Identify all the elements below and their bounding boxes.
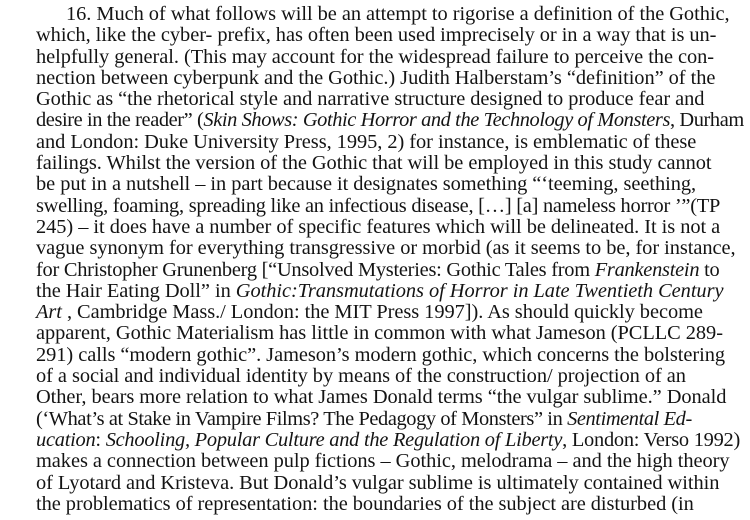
- footnote-text: which, like the cyber- prefix, has often been used imprecisely or in a way that is un-: [36, 24, 717, 47]
- footnote-line: [36, 110, 750, 131]
- footnote-text: for Christopher Grunenberg [“Unsolved Mysteries: Gothic Tales from: [36, 258, 595, 281]
- footnote-text: , Cambridge Mass./ London: the MIT Press 1997]). As should quickly become: [61, 301, 703, 324]
- footnote-text: 291) calls “modern gothic”. Jameson’s modern gothic, which concerns the bolstering: [36, 343, 726, 366]
- footnote-text: (‘What’s at Stake in Vampire Films? The Pedagogy of Monsters” in: [36, 407, 568, 430]
- footnote-line: [36, 217, 750, 238]
- footnote-line: [36, 196, 750, 217]
- footnote-line: [36, 281, 750, 302]
- footnote-text: desire in the reader” (: [36, 109, 204, 132]
- footnote-text: vague synonym for everything transgressive or morbid (as it seems to be, for instance,: [36, 237, 736, 260]
- footnote-line: [36, 302, 750, 323]
- footnote-line: [36, 473, 750, 494]
- footnote-text: the problematics of representation: the boundaries of the subject are disturbed (in: [36, 492, 694, 515]
- footnote-text: , London: Verso 1992): [562, 428, 741, 451]
- footnote-line: [36, 260, 750, 281]
- footnote-line: [36, 387, 750, 408]
- footnote-text: of Lyotard and Kristeva. But Donald’s vulgar sublime is ultimately contained within: [36, 471, 720, 494]
- footnote-line: [36, 4, 750, 25]
- italic-title-text: Gothic:Transmutations of Horror in Late Twentieth Century: [235, 279, 724, 302]
- footnote-line: [36, 238, 750, 259]
- footnote-line: [36, 494, 750, 515]
- footnote-line: [36, 366, 750, 387]
- footnote-line: [36, 430, 750, 451]
- footnote-text: to: [699, 258, 720, 281]
- footnote-text: of a social and individual identity by means of the construction/ projection of an: [36, 365, 686, 388]
- footnote-text: Other, bears more relation to what James Donald terms “the vulgar sublime.” Donald: [36, 386, 727, 409]
- footnote-text: swelling, foaming, spreading like an infectious disease, […] [a] nameless horror ’”(TP: [36, 194, 721, 217]
- footnote-line: [36, 153, 750, 174]
- footnote-text: be put in a nutshell – in part because it designates something “‘teeming, seething,: [36, 173, 697, 196]
- italic-title-text: ucation: [36, 428, 96, 451]
- footnote-text: helpfully general. (This may account for the widespread failure to perceive the con-: [36, 45, 715, 68]
- footnote-line: [36, 68, 750, 89]
- footnote-text: 245) – it does have a number of specific features which will be delineated. It is not a: [36, 215, 721, 238]
- footnote-line: [36, 89, 750, 110]
- italic-title-text: Schooling, Popular Culture and the Regulation of Liberty: [105, 428, 563, 451]
- footnote-text: , Durham: [670, 109, 744, 132]
- footnote-line: [36, 451, 750, 472]
- footnote-text: apparent, Gothic Materialism has little in common with what Jameson (PCLLC 289-: [36, 322, 723, 345]
- footnote-16: [36, 4, 750, 515]
- footnote-text: nection between cyberpunk and the Gothic.) Judith Halberstam’s “definition” of the: [36, 66, 716, 89]
- footnote-line: [36, 345, 750, 366]
- footnote-text: :: [95, 428, 106, 451]
- footnote-text: the Hair Eating Doll” in: [36, 279, 236, 302]
- italic-title-text: Art: [36, 301, 62, 324]
- footnote-text: Gothic as “the rhetorical style and narrative structure designed to produce fear and: [36, 88, 705, 111]
- footnote-text: and London: Duke University Press, 1995, 2) for instance, is emblematic of these: [36, 130, 697, 153]
- italic-title-text: Sentimental Ed-: [567, 407, 692, 430]
- footnote-line: [36, 25, 750, 46]
- footnote-line: [36, 132, 750, 153]
- footnote-line: [36, 409, 750, 430]
- italic-title-text: Frankenstein: [594, 258, 700, 281]
- footnote-line: [36, 47, 750, 68]
- footnote-line: [36, 323, 750, 344]
- footnote-text: 16. Much of what follows will be an attempt to rigorise a definition of the Gothic,: [66, 3, 730, 25]
- footnote-text: makes a connection between pulp fictions – Gothic, melodrama – and the high theory: [36, 450, 730, 473]
- italic-title-text: Skin Shows: Gothic Horror and the Technology of Monsters: [203, 109, 670, 132]
- footnote-line: [36, 174, 750, 195]
- footnote-text: failings. Whilst the version of the Gothic that will be employed in this study cannot: [36, 152, 712, 175]
